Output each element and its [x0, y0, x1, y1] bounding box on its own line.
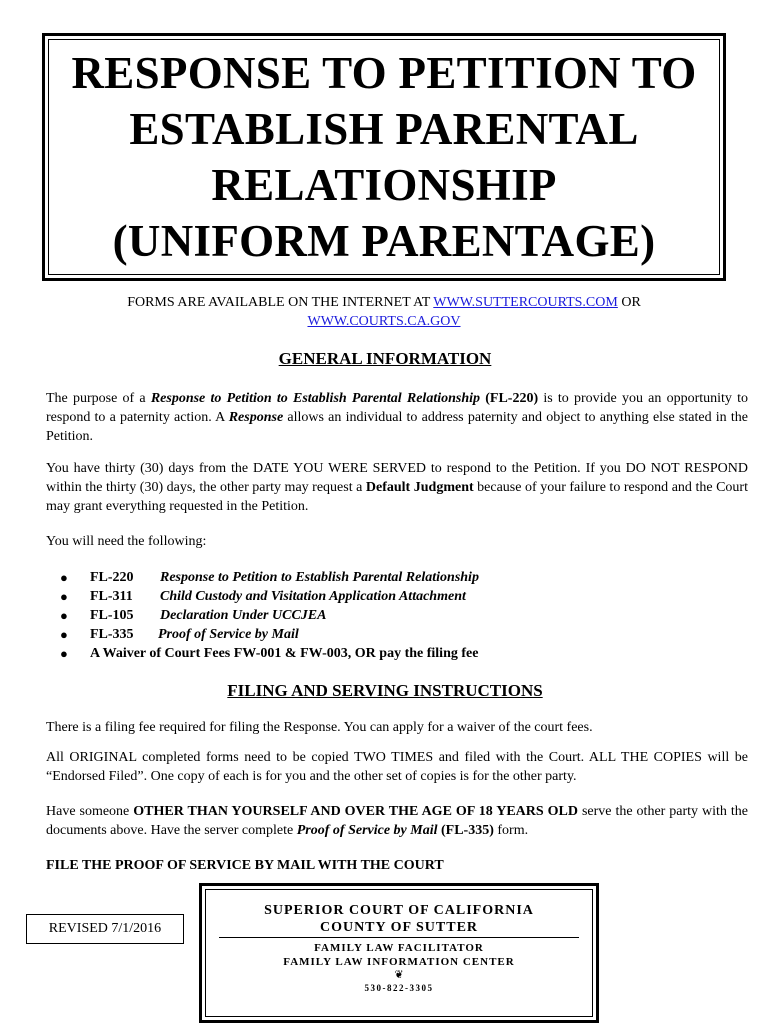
title-line-2: ESTABLISH PARENTAL — [129, 104, 639, 154]
text: is to provide you an opportunity to respond to a paternity action. A — [46, 391, 749, 425]
form-desc: Declaration Under UCCJEA — [160, 608, 327, 623]
bullet: ● — [60, 589, 68, 604]
county-name: COUNTY OF SUTTER — [319, 920, 479, 935]
courts-ca-link[interactable]: WWW.COURTS.CA.GOV — [307, 314, 461, 329]
info-center-line: FAMILY LAW INFORMATION CENTER — [283, 956, 515, 968]
form-title: Response to Petition to Establish Parental Relationship — [150, 391, 481, 406]
title-line-4: (UNIFORM PARENTAGE) — [112, 216, 656, 266]
general-information-heading: GENERAL INFORMATION — [278, 349, 492, 368]
bullet: ● — [60, 608, 68, 623]
title-box-inner — [48, 39, 720, 275]
server-requirement: OTHER THAN YOURSELF AND OVER THE AGE OF 18 YEARS OLD — [133, 804, 578, 819]
filing-instructions-heading: FILING AND SERVING INSTRUCTIONS — [227, 681, 543, 700]
form-code: FL-335 — [90, 627, 134, 642]
form-code: FL-105 — [90, 608, 134, 623]
text: serve the other party with the documents above. Have the server complete — [46, 804, 748, 838]
service-paragraph — [46, 802, 748, 840]
court-divider — [219, 937, 579, 938]
copies-paragraph: All ORIGINAL completed forms need to be copied TWO TIMES and filed with the Court. ALL THE COPIES will be “Endorsed Filed”. One copy of each is for you and the other set of copies is for the other party. — [46, 750, 748, 784]
revised-date-box: REVISED 7/1/2016 — [26, 914, 184, 944]
response-term: Response — [228, 410, 284, 425]
form-number: (FL-220) — [485, 391, 539, 406]
list-item — [60, 587, 479, 606]
form-code: FL-220 — [90, 570, 134, 585]
availability-joiner: OR — [621, 295, 641, 310]
file-proof-instruction: FILE THE PROOF OF SERVICE BY MAIL WITH THE COURT — [46, 858, 444, 873]
list-item — [60, 644, 479, 663]
form-desc: Response to Petition to Establish Parental Relationship — [160, 570, 479, 585]
list-item — [60, 625, 479, 644]
text: allows an individual to address paternity and object to anything else stated in the Petition. — [46, 410, 748, 444]
forms-availability — [42, 293, 726, 331]
text: The purpose of a — [46, 391, 151, 406]
court-box — [199, 883, 599, 1023]
ornament-icon: ❦ — [394, 969, 404, 981]
form-code: FL-311 — [90, 589, 133, 604]
court-name: SUPERIOR COURT OF CALIFORNIA — [264, 903, 534, 918]
deadline-paragraph — [46, 459, 748, 516]
required-forms-list — [60, 568, 479, 663]
default-judgment-term: Default Judgment — [365, 480, 474, 495]
filing-fee-paragraph: There is a filing fee required for filing the Response. You can apply for a waiver of the court fees. — [46, 720, 593, 735]
text: form. — [493, 823, 529, 838]
bullet: ● — [60, 570, 68, 585]
form-desc: A Waiver of Court Fees FW-001 & FW-003, OR pay the filing fee — [90, 646, 479, 661]
title-line-1: RESPONSE TO PETITION TO — [71, 48, 697, 98]
form-desc: Child Custody and Visitation Application Attachment — [160, 589, 466, 604]
phone-number: 530-822-3305 — [364, 983, 434, 993]
text: Have someone — [46, 804, 134, 819]
form-number: (FL-335) — [441, 823, 494, 838]
list-item — [60, 606, 479, 625]
court-box-inner — [205, 889, 593, 1017]
bullet: ● — [60, 646, 68, 661]
suttercourts-link[interactable]: WWW.SUTTERCOURTS.COM — [433, 295, 618, 310]
needs-intro: You will need the following: — [46, 534, 207, 549]
bullet: ● — [60, 627, 68, 642]
text: You have thirty (30) days from the DATE YOU WERE SERVED to respond to the Petition. If you DO NOT RESPOND within the thirty (30) days, the other party may request a — [46, 461, 748, 495]
facilitator-line: FAMILY LAW FACILITATOR — [314, 942, 484, 954]
form-desc: Proof of Service by Mail — [158, 627, 299, 642]
text: because of your failure to respond and the Court may grant everything requested in the Petition. — [46, 480, 748, 514]
proof-of-service-term: Proof of Service by Mail — [296, 823, 438, 838]
purpose-paragraph — [46, 389, 748, 446]
availability-prefix: FORMS ARE AVAILABLE ON THE INTERNET AT — [127, 295, 431, 310]
title-box — [42, 33, 726, 281]
title-line-3: RELATIONSHIP — [211, 160, 557, 210]
list-item — [60, 568, 479, 587]
